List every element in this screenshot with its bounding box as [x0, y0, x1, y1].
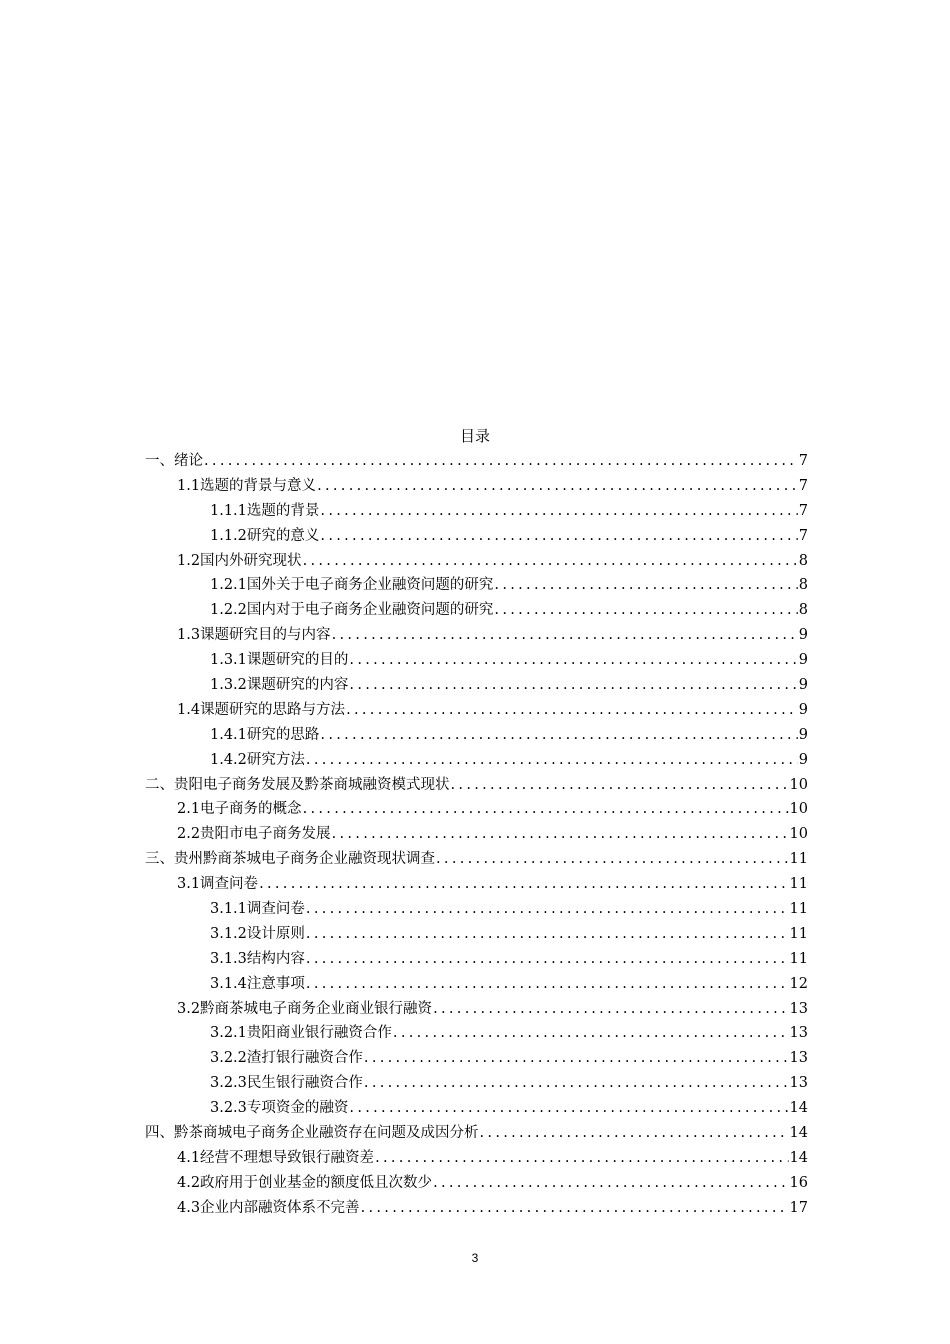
toc-entry-text: 1.1.2研究的意义	[210, 527, 320, 544]
toc-dot-leader	[346, 698, 798, 723]
toc-dot-leader	[320, 499, 797, 524]
toc-entry-text: 3.1调查问卷	[177, 876, 259, 893]
toc-title: 目录	[459, 427, 490, 445]
toc-dot-leader	[393, 1021, 789, 1046]
toc-entry-page: 8	[798, 602, 808, 619]
toc-entry-page: 13	[789, 1000, 808, 1017]
toc-entry-text: 3.1.2设计原则	[210, 925, 305, 942]
toc-entry[interactable]	[145, 723, 808, 748]
toc-dot-leader	[332, 822, 789, 847]
toc-entry[interactable]	[145, 1071, 808, 1096]
table-of-contents	[145, 449, 808, 1221]
toc-dot-leader	[451, 773, 789, 798]
toc-entry-page: 9	[798, 751, 808, 768]
toc-entry[interactable]	[145, 573, 808, 598]
toc-dot-leader	[480, 1121, 789, 1146]
toc-entry-page: 9	[798, 726, 808, 743]
toc-entry-text: 1.4课题研究的思路与方法	[177, 701, 346, 718]
toc-entry[interactable]	[145, 847, 808, 872]
toc-dot-leader	[349, 673, 797, 698]
toc-entry[interactable]	[145, 897, 808, 922]
toc-entry-text: 3.1.3结构内容	[210, 950, 305, 967]
toc-dot-leader	[349, 1096, 788, 1121]
toc-dot-leader	[306, 922, 789, 947]
toc-entry-page: 10	[789, 801, 808, 818]
toc-dot-leader	[320, 723, 797, 748]
toc-entry[interactable]	[145, 773, 808, 798]
toc-entry-page: 13	[789, 1075, 808, 1092]
toc-entry-page: 13	[789, 1025, 808, 1042]
toc-entry[interactable]	[145, 598, 808, 623]
toc-dot-leader	[494, 573, 797, 598]
toc-dot-leader	[259, 872, 788, 897]
toc-entry[interactable]	[145, 1021, 808, 1046]
toc-entry[interactable]	[145, 474, 808, 499]
toc-dot-leader	[204, 449, 798, 474]
toc-entry-page: 7	[798, 527, 808, 544]
toc-entry[interactable]	[145, 822, 808, 847]
toc-entry-text: 四、黔茶商城电子商务企业融资存在问题及成因分析	[145, 1125, 479, 1142]
toc-dot-leader	[494, 598, 797, 623]
toc-dot-leader	[436, 847, 789, 872]
toc-entry-page: 7	[798, 502, 808, 519]
toc-dot-leader	[303, 797, 789, 822]
toc-entry[interactable]	[145, 1121, 808, 1146]
toc-entry-page: 10	[789, 776, 808, 793]
toc-entry-text: 1.1.1选题的背景	[210, 502, 320, 519]
toc-dot-leader	[306, 897, 789, 922]
toc-entry[interactable]	[145, 947, 808, 972]
toc-entry-page: 9	[798, 652, 808, 669]
toc-entry-page: 14	[789, 1149, 808, 1166]
toc-entry[interactable]	[145, 623, 808, 648]
toc-entry-text: 1.2.1国外关于电子商务企业融资问题的研究	[210, 577, 494, 594]
toc-entry-text: 1.3课题研究目的与内容	[177, 627, 331, 644]
toc-entry-page: 11	[789, 901, 808, 918]
toc-entry-page: 8	[798, 577, 808, 594]
toc-entry-page: 13	[789, 1050, 808, 1067]
toc-entry-text: 1.3.1课题研究的目的	[210, 652, 349, 669]
toc-entry-text: 2.1电子商务的概念	[177, 801, 302, 818]
toc-entry[interactable]	[145, 1096, 808, 1121]
toc-dot-leader	[349, 648, 797, 673]
toc-entry-text: 1.1选题的背景与意义	[177, 477, 317, 494]
toc-entry-text: 1.2国内外研究现状	[177, 552, 302, 569]
toc-entry-text: 1.3.2课题研究的内容	[210, 677, 349, 694]
toc-entry[interactable]	[145, 499, 808, 524]
toc-entry[interactable]	[145, 1196, 808, 1221]
toc-entry-page: 9	[798, 677, 808, 694]
toc-entry-text: 2.2贵阳市电子商务发展	[177, 826, 331, 843]
toc-dot-leader	[361, 1196, 789, 1221]
toc-entry-text: 二、贵阳电子商务发展及黔茶商城融资模式现状	[145, 776, 450, 793]
toc-entry-page: 11	[789, 876, 808, 893]
toc-dot-leader	[303, 549, 798, 574]
toc-dot-leader	[306, 947, 789, 972]
toc-entry-text: 1.4.1研究的思路	[210, 726, 320, 743]
toc-entry-page: 11	[789, 851, 808, 868]
toc-dot-leader	[317, 474, 798, 499]
toc-entry-text: 3.2.3专项资金的融资	[210, 1100, 349, 1117]
toc-entry-page: 9	[798, 627, 808, 644]
toc-entry[interactable]	[145, 1146, 808, 1171]
toc-dot-leader	[433, 997, 788, 1022]
toc-entry-text: 3.1.1调查问卷	[210, 901, 305, 918]
toc-entry[interactable]	[145, 698, 808, 723]
toc-entry[interactable]	[145, 1046, 808, 1071]
toc-dot-leader	[375, 1146, 788, 1171]
toc-entry-page: 17	[789, 1199, 808, 1216]
toc-dot-leader	[433, 1171, 788, 1196]
toc-entry[interactable]	[145, 922, 808, 947]
toc-entry[interactable]	[145, 797, 808, 822]
toc-entry-text: 1.4.2研究方法	[210, 751, 305, 768]
toc-entry-text: 3.2.1贵阳商业银行融资合作	[210, 1025, 392, 1042]
toc-entry-text: 三、贵州黔商茶城电子商务企业融资现状调查	[145, 851, 435, 868]
toc-entry-page: 10	[789, 826, 808, 843]
toc-entry-text: 4.2政府用于创业基金的额度低且次数少	[177, 1174, 433, 1191]
toc-entry-page: 11	[789, 950, 808, 967]
toc-entry-page: 7	[798, 453, 808, 469]
toc-dot-leader	[364, 1046, 789, 1071]
toc-entry-page: 9	[798, 701, 808, 718]
toc-entry-page: 7	[798, 477, 808, 494]
toc-entry-text: 3.2黔商茶城电子商务企业商业银行融资	[177, 1000, 433, 1017]
toc-entry-page: 14	[789, 1100, 808, 1117]
toc-entry-text: 3.2.3民生银行融资合作	[210, 1075, 363, 1092]
toc-entry-page: 14	[789, 1125, 808, 1142]
toc-dot-leader	[320, 524, 797, 549]
toc-entry[interactable]	[145, 972, 808, 997]
toc-entry-text: 4.3企业内部融资体系不完善	[177, 1199, 360, 1216]
page-number: 3	[471, 1251, 479, 1265]
toc-entry[interactable]	[145, 1171, 808, 1196]
toc-dot-leader	[306, 748, 798, 773]
toc-entry-text: 一、绪论	[145, 453, 203, 469]
toc-entry[interactable]	[145, 449, 808, 474]
toc-entry-text: 4.1经营不理想导致银行融资差	[177, 1149, 375, 1166]
toc-dot-leader	[364, 1071, 789, 1096]
toc-entry-text: 3.1.4注意事项	[210, 975, 305, 992]
toc-entry[interactable]	[145, 872, 808, 897]
toc-entry[interactable]	[145, 997, 808, 1022]
toc-entry[interactable]	[145, 524, 808, 549]
toc-entry-page: 8	[798, 552, 808, 569]
toc-entry-page: 16	[789, 1174, 808, 1191]
toc-entry-page: 12	[789, 975, 808, 992]
toc-entry[interactable]	[145, 648, 808, 673]
toc-entry[interactable]	[145, 549, 808, 574]
toc-entry[interactable]	[145, 748, 808, 773]
toc-dot-leader	[332, 623, 798, 648]
toc-dot-leader	[306, 972, 789, 997]
toc-entry-text: 1.2.2国内对于电子商务企业融资问题的研究	[210, 602, 494, 619]
toc-entry-text: 3.2.2渣打银行融资合作	[210, 1050, 363, 1067]
toc-entry-page: 11	[789, 925, 808, 942]
toc-entry[interactable]	[145, 673, 808, 698]
